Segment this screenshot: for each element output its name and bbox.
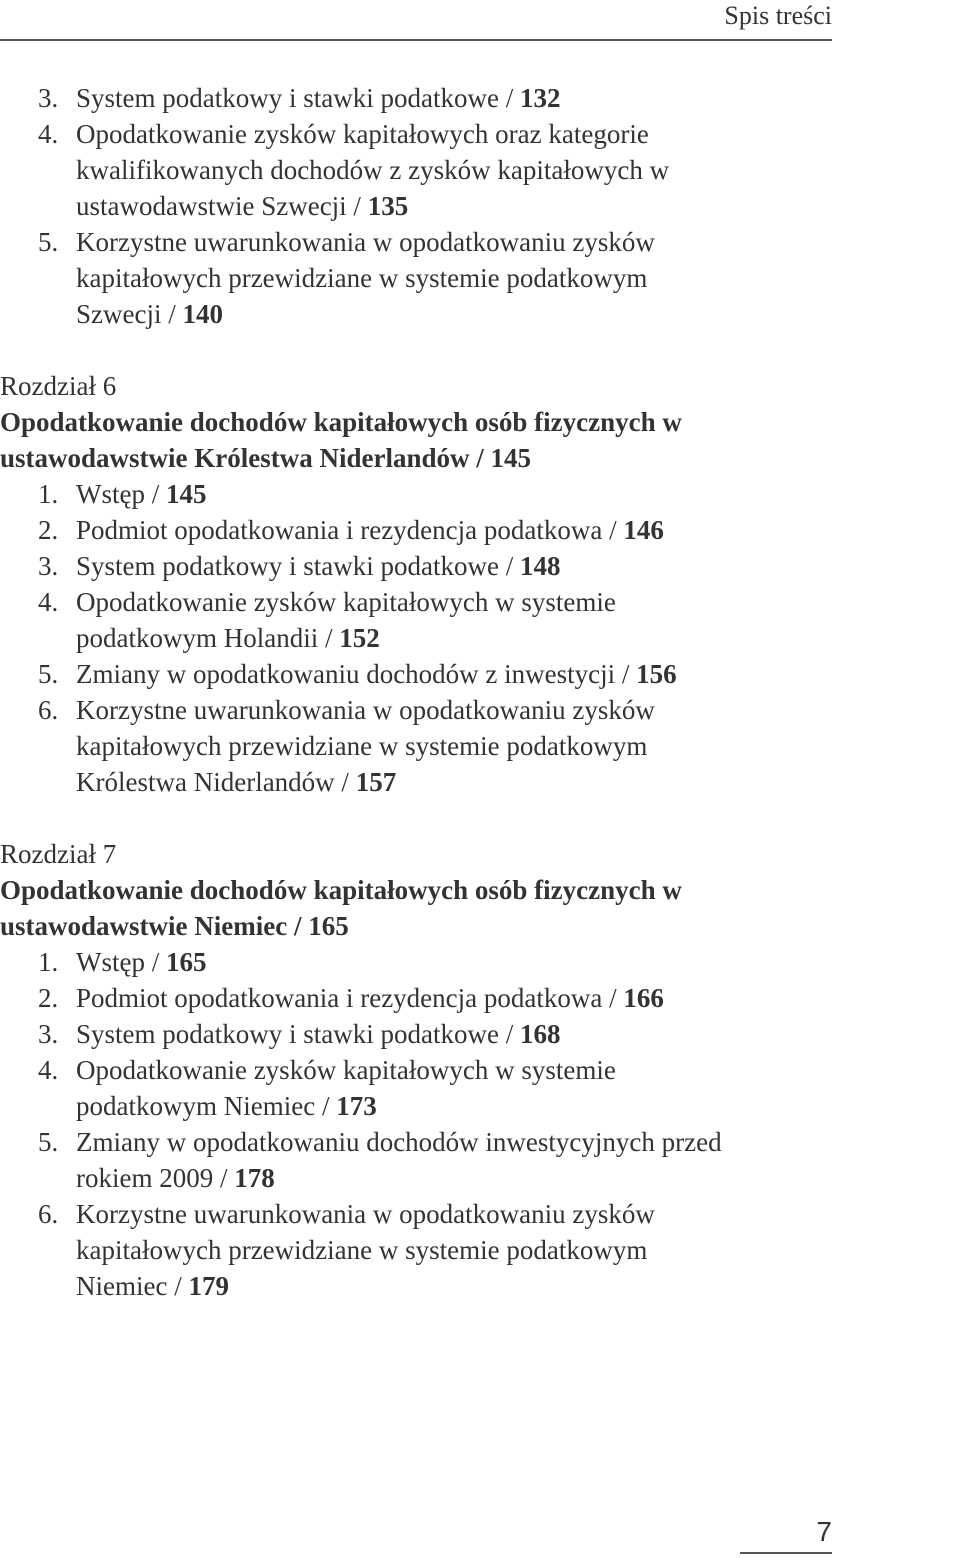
toc-page-number: 152	[339, 623, 380, 653]
toc-entry	[0, 944, 760, 980]
toc-entry	[0, 476, 760, 512]
toc-entry-text: System podatkowy i stawki podatkowe / 132	[76, 83, 561, 113]
toc-entry-text: Zmiany w opodatkowaniu dochodów z inwestycji / 156	[76, 659, 677, 689]
toc-entry-number: 3.	[38, 83, 59, 113]
footer-divider	[740, 1552, 832, 1554]
toc-entry-number: 5.	[38, 659, 59, 689]
toc-page-number: 157	[355, 767, 397, 797]
chapter-label: Rozdział 7	[0, 839, 117, 869]
toc-entry-number: 4.	[38, 1055, 59, 1085]
toc-entry-text: Korzystne uwarunkowania w opodatkowaniu zysków kapitałowych przewidziane w systemie podatkowym Szwecji / 140	[76, 227, 655, 329]
toc-entry	[0, 1016, 760, 1052]
toc-entry	[0, 224, 726, 332]
toc-entry-number: 6.	[38, 695, 59, 725]
toc-entry	[0, 512, 760, 548]
table-of-contents	[0, 80, 930, 1304]
toc-page-number: 168	[519, 1019, 561, 1049]
chapter-title: Opodatkowanie dochodów kapitałowych osób fizycznych w ustawodawstwie Niemiec / 165	[0, 875, 682, 941]
chapter-label: Rozdział 6	[0, 371, 117, 401]
toc-page-number: 165	[165, 947, 207, 977]
toc-entry-number: 4.	[38, 119, 59, 149]
chapter-title: Opodatkowanie dochodów kapitałowych osób fizycznych w ustawodawstwie Królestwa Niderlandów / 145	[0, 407, 682, 473]
toc-entry-number: 6.	[38, 1199, 59, 1229]
toc-entry	[0, 692, 726, 800]
header-divider	[0, 39, 832, 41]
toc-entry	[0, 584, 700, 656]
toc-page-number: 173	[336, 1091, 377, 1121]
toc-entry	[0, 80, 700, 116]
toc-entry	[0, 116, 726, 224]
toc-page-number: 156	[636, 659, 677, 689]
toc-page-number: 178	[234, 1163, 275, 1193]
toc-entry-text: Opodatkowanie zysków kapitałowych w systemie podatkowym Niemiec / 173	[76, 1055, 616, 1121]
toc-entry	[0, 548, 760, 584]
toc-entry-text: Wstęp / 145	[76, 479, 207, 509]
toc-page-number: 135	[367, 191, 409, 221]
toc-entry-text: Wstęp / 165	[76, 947, 207, 977]
toc-entry	[0, 1124, 800, 1196]
toc-section-continued	[0, 80, 930, 332]
toc-entry	[0, 656, 780, 692]
toc-page-number: 179	[188, 1271, 229, 1301]
toc-entry-number: 2.	[38, 515, 59, 545]
toc-entry-text: Zmiany w opodatkowaniu dochodów inwestycyjnych przed rokiem 2009 / 178	[76, 1127, 722, 1193]
toc-page-number: 140	[182, 299, 223, 329]
toc-entry-number: 3.	[38, 1019, 59, 1049]
toc-entry-text: Opodatkowanie zysków kapitałowych w systemie podatkowym Holandii / 152	[76, 587, 616, 653]
chapter-7	[0, 836, 930, 1304]
chapter-6	[0, 368, 930, 800]
toc-entry	[0, 1196, 726, 1304]
page-number: 7	[816, 1516, 832, 1547]
toc-entry	[0, 980, 760, 1016]
toc-entry	[0, 1052, 700, 1124]
toc-entry-text: Opodatkowanie zysków kapitałowych oraz kategorie kwalifikowanych dochodów z zysków kapitałowych w ustawodawstwie Szwecji / 135	[76, 119, 670, 221]
toc-page-number: 148	[519, 551, 561, 581]
toc-entry-number: 1.	[38, 479, 59, 509]
toc-entry-number: 5.	[38, 1127, 59, 1157]
toc-page-number: 146	[623, 515, 664, 545]
toc-entry-number: 1.	[38, 947, 59, 977]
toc-entry-text: System podatkowy i stawki podatkowe / 168	[76, 1019, 561, 1049]
toc-entry-text: Korzystne uwarunkowania w opodatkowaniu zysków kapitałowych przewidziane w systemie podatkowym Niemiec / 179	[76, 1199, 655, 1301]
toc-entry-number: 5.	[38, 227, 59, 257]
toc-entry-number: 3.	[38, 551, 59, 581]
toc-entry-text: Podmiot opodatkowania i rezydencja podatkowa / 166	[76, 983, 664, 1013]
toc-entry-number: 4.	[38, 587, 59, 617]
toc-entry-text: Korzystne uwarunkowania w opodatkowaniu zysków kapitałowych przewidziane w systemie podatkowym Królestwa Niderlandów / 157	[76, 695, 655, 797]
toc-entry-number: 2.	[38, 983, 59, 1013]
toc-entry-text: System podatkowy i stawki podatkowe / 148	[76, 551, 561, 581]
running-header-title: Spis treści	[724, 1, 832, 30]
toc-page-number: 132	[519, 83, 561, 113]
toc-entry-text: Podmiot opodatkowania i rezydencja podatkowa / 146	[76, 515, 664, 545]
toc-page-number: 145	[165, 479, 207, 509]
toc-page-number: 166	[623, 983, 664, 1013]
